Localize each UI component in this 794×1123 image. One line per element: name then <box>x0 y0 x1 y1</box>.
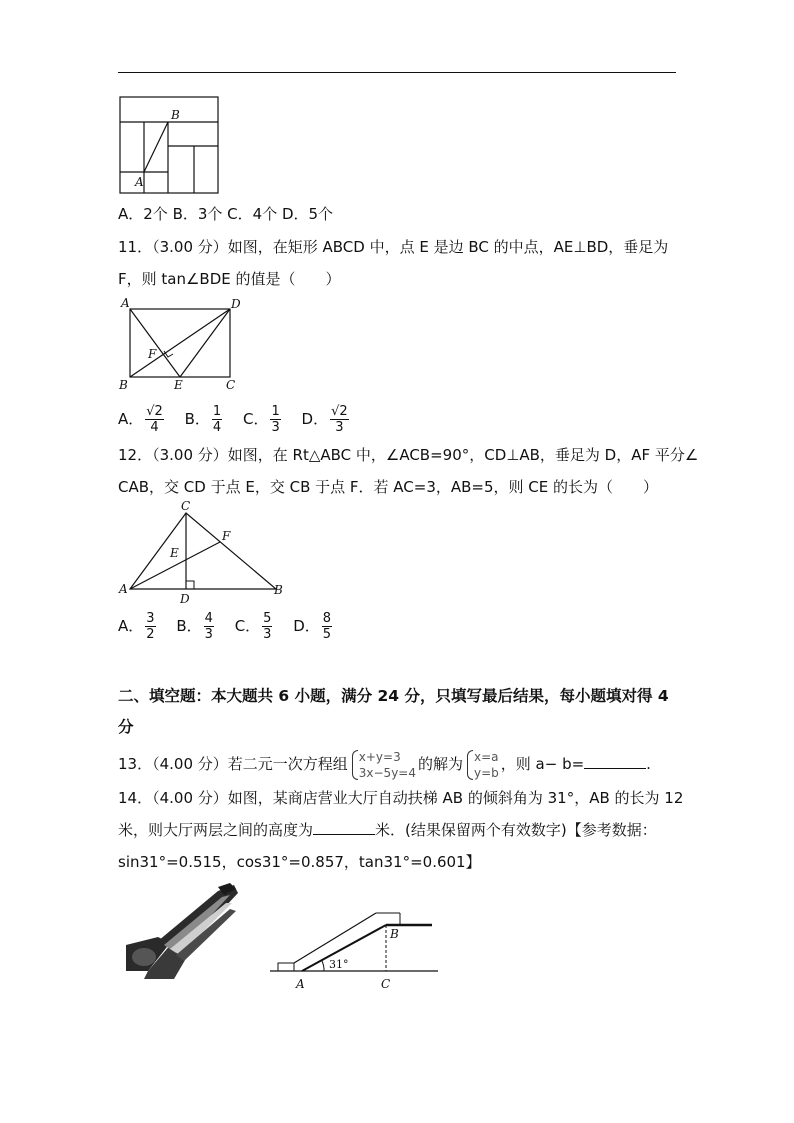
q12-label-a: A <box>119 582 128 596</box>
q14-stem-line1: 14．（4.00 分）如图，某商店营业大厅自动扶梯 AB 的倾斜角为 31°，AB 的长为 12 <box>118 789 684 807</box>
q14-figure <box>268 905 440 997</box>
q10-options: A．2个 B．3个 C．4个 D．5个 <box>118 205 334 223</box>
q14-answer-blank <box>313 820 375 835</box>
q11-label-a: A <box>121 296 130 310</box>
q12-option-d: D． $\frac{8}{5}$ <box>293 611 332 642</box>
q12-option-a: A． $\frac{3}{2}$ <box>118 611 155 642</box>
q11-stem-line1: 11．（3.00 分）如图，在矩形 ABCD 中，点 E 是边 BC 的中点，AE⊥BD，垂足为 <box>118 238 669 256</box>
q12-label-e: E <box>170 546 179 560</box>
q11-option-c: C． $\frac{1}{3}$ <box>242 404 280 435</box>
q12-figure <box>116 498 291 606</box>
q12-stem-line1: 12．（3.00 分）如图，在 Rt△ABC 中，∠ACB=90°，CD⊥AB，垂足为 D，AF 平分∠ <box>118 446 699 464</box>
q12-option-b: B． $\frac{4}{3}$ <box>176 611 213 642</box>
q14-label-c: C <box>381 977 391 991</box>
q12-label-d: D <box>180 592 190 606</box>
q11-figure <box>116 296 246 392</box>
q11-option-d: D． $\frac{√2}{3}$ <box>301 404 348 435</box>
q13-prefix: 13．（4.00 分）若二元一次方程组 <box>118 755 348 773</box>
q10-label-b: B <box>171 108 180 122</box>
q13-middle: 的解为 <box>417 755 463 773</box>
q12-stem-line2: CAB，交 CD 于点 E，交 CB 于点 F．若 AC=3，AB=5，则 CE 的长为（ ） <box>118 478 659 496</box>
q13-suffix: ，则 a− b= <box>500 755 585 773</box>
q11-label-e: E <box>174 378 183 392</box>
q10-segment-ab <box>144 122 168 172</box>
q10-figure <box>118 95 222 197</box>
q13-system-2: x=a y=b <box>465 749 499 781</box>
q13-answer-blank <box>584 754 646 769</box>
q14-label-angle: 31° <box>329 958 349 971</box>
q13-stem: 13．（4.00 分）若二元一次方程组 x+y=3 3x−5y=4 的解为 x=a y=b ，则 a− b= . <box>118 749 651 780</box>
q11-option-a: A． $\frac{√2}{4}$ <box>118 404 163 435</box>
section2-heading-line2: 分 <box>118 718 134 736</box>
q10-label-a: A <box>135 175 144 189</box>
header-rule <box>118 72 676 73</box>
q11-label-b: B <box>119 378 128 392</box>
q11-label-f: F <box>148 347 157 361</box>
q11-segment-ae <box>130 309 180 377</box>
q11-option-b: B． $\frac{1}{4}$ <box>184 404 222 435</box>
q11-options <box>118 403 365 435</box>
q14-reference-data: sin31°=0.515，cos31°=0.857，tan31°=0.601】 <box>118 853 481 871</box>
q11-label-d: D <box>231 297 241 311</box>
q14-stem-line2: 米，则大厅两层之间的高度为 米．(结果保留两个有效数字)【参考数据： <box>118 821 657 839</box>
q12-label-f: F <box>222 529 231 543</box>
q14-angle-arc <box>322 961 324 971</box>
q12-options <box>118 610 348 642</box>
q14-label-a: A <box>296 977 305 991</box>
q14-label-b: B <box>390 927 399 941</box>
section2-heading-line1: 二、填空题：本大题共 6 小题，满分 24 分，只填写最后结果，每小题填对得 4 <box>118 687 669 705</box>
q12-label-b: B <box>274 583 283 597</box>
q12-option-c: C． $\frac{5}{3}$ <box>234 611 272 642</box>
q11-stem-line2: F，则 tan∠BDE 的值是（ ） <box>118 270 341 288</box>
q12-right-angle-mark <box>186 581 194 589</box>
q13-system-1: x+y=3 3x−5y=4 <box>350 749 416 781</box>
escalator-photo <box>118 883 242 983</box>
q11-label-c: C <box>226 378 236 392</box>
q11-segment-bd <box>130 309 230 377</box>
q12-label-c: C <box>181 499 191 513</box>
q11-segment-ed <box>180 309 230 377</box>
